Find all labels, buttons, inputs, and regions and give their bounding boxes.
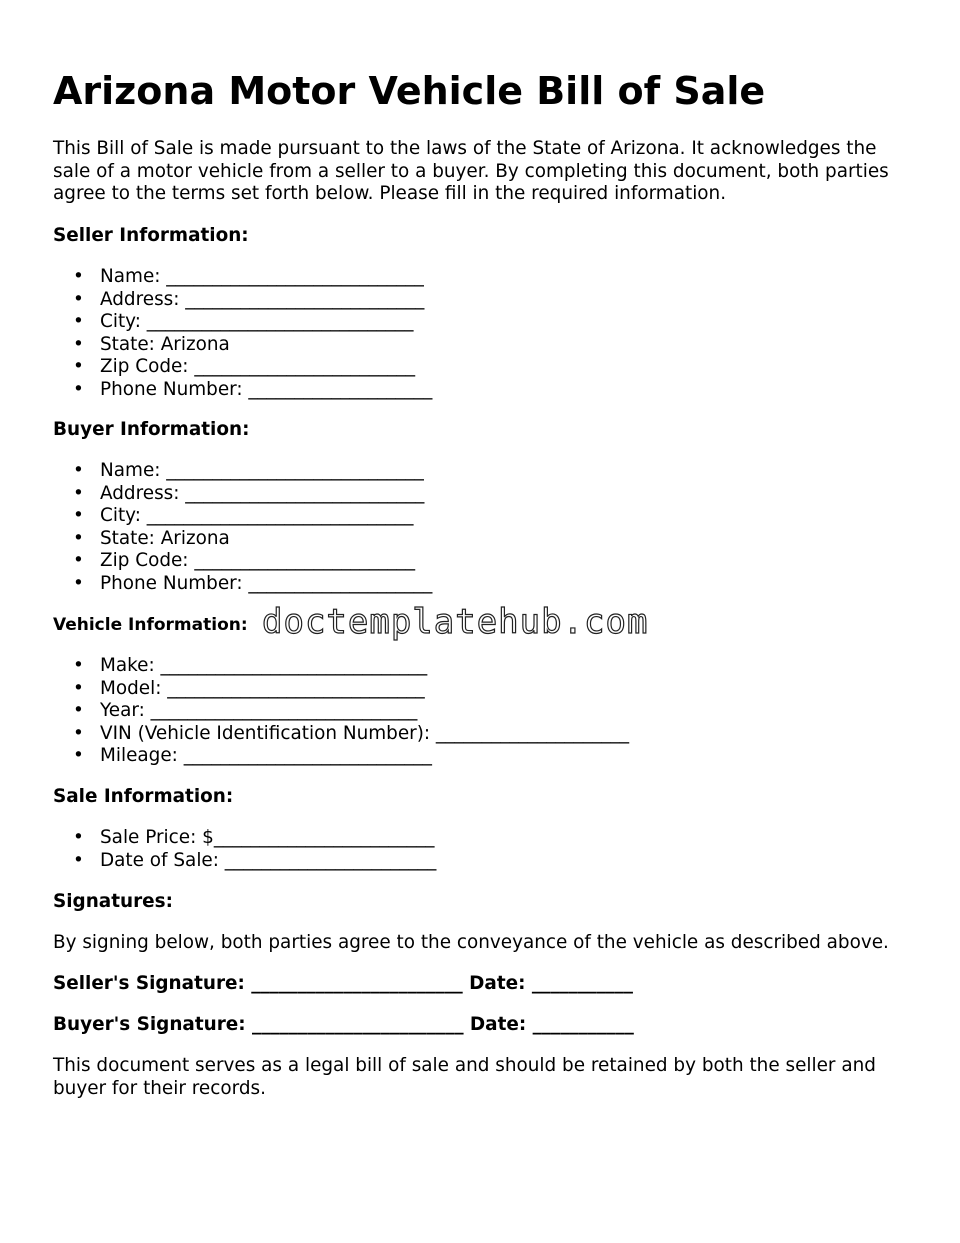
vehicle-make-field[interactable]: • Make: _____________________________ [73, 655, 428, 676]
signatures-heading: Signatures: [53, 891, 173, 912]
intro-paragraph: This Bill of Sale is made pursuant to the laws of the State of Arizona. It acknowledges the sale of a motor vehicle from a seller to a buyer. By completing this document, both parties agree to the terms set forth below. Please fill in the required information. [53, 138, 889, 204]
buyer-heading: Buyer Information: [53, 419, 250, 440]
sale-field-list [53, 827, 436, 872]
document-title: Arizona Motor Vehicle Bill of Sale [53, 69, 766, 113]
buyer-address-field[interactable]: • Address: __________________________ [73, 482, 425, 504]
vehicle-model-field[interactable]: • Model: ____________________________ [73, 677, 425, 699]
bullet-icon: • [73, 849, 84, 871]
vehicle-field-list [53, 655, 629, 768]
vehicle-mileage-field[interactable]: • Mileage: ___________________________ [73, 745, 432, 766]
seller-state-field: • State: Arizona [73, 333, 230, 355]
bullet-icon: • [73, 677, 84, 699]
bullet-icon: • [73, 527, 84, 549]
seller-heading: Seller Information: [53, 225, 249, 246]
closing-paragraph: This document serves as a legal bill of sale and should be retained by both the seller and buyer for their records. [53, 1055, 876, 1099]
bullet-icon: • [73, 505, 84, 526]
bullet-icon: • [73, 655, 84, 676]
signatures-statement: By signing below, both parties agree to the conveyance of the vehicle as described above. [53, 932, 889, 953]
bullet-icon: • [73, 460, 84, 481]
bullet-icon: • [73, 745, 84, 766]
bullet-icon: • [73, 482, 84, 504]
buyer-state-field: • State: Arizona [73, 527, 230, 549]
seller-phone-field[interactable]: • Phone Number: ____________________ [73, 378, 433, 400]
seller-field-list [53, 266, 432, 401]
seller-city-field[interactable]: • City: _____________________________ [73, 311, 414, 332]
sale-heading: Sale Information: [53, 786, 234, 807]
buyer-field-list [53, 460, 432, 595]
bullet-icon: • [73, 722, 84, 744]
bullet-icon: • [73, 356, 84, 377]
buyer-name-field[interactable]: • Name: ____________________________ [73, 460, 424, 481]
watermark-text: doctemplatehub.com [262, 602, 649, 642]
vehicle-vin-field[interactable]: • VIN (Vehicle Identification Number): _____________________ [73, 722, 630, 744]
buyer-zip-field[interactable]: • Zip Code: ________________________ [73, 550, 416, 571]
bullet-icon: • [73, 378, 84, 400]
buyer-city-field[interactable]: • City: _____________________________ [73, 505, 414, 526]
bullet-icon: • [73, 311, 84, 332]
bullet-icon: • [73, 333, 84, 355]
seller-zip-field[interactable]: • Zip Code: ________________________ [73, 356, 416, 377]
bullet-icon: • [73, 572, 84, 594]
vehicle-year-field[interactable]: • Year: _____________________________ [73, 700, 418, 721]
bullet-icon: • [73, 266, 84, 287]
sale-price-field[interactable]: • Sale Price: $________________________ [73, 827, 435, 848]
bullet-icon: • [73, 288, 84, 310]
seller-signature-line[interactable]: Seller's Signature: _______________________ Date: ___________ [53, 973, 633, 994]
sale-date-field[interactable]: • Date of Sale: _______________________ [73, 849, 437, 871]
vehicle-heading: Vehicle Information: [53, 615, 248, 635]
seller-address-field[interactable]: • Address: __________________________ [73, 288, 425, 310]
buyer-signature-line[interactable]: Buyer's Signature: _______________________ Date: ___________ [53, 1014, 634, 1035]
seller-name-field[interactable]: • Name: ____________________________ [73, 266, 424, 287]
bullet-icon: • [73, 550, 84, 571]
bullet-icon: • [73, 700, 84, 721]
bullet-icon: • [73, 827, 84, 848]
buyer-phone-field[interactable]: • Phone Number: ____________________ [73, 572, 433, 594]
